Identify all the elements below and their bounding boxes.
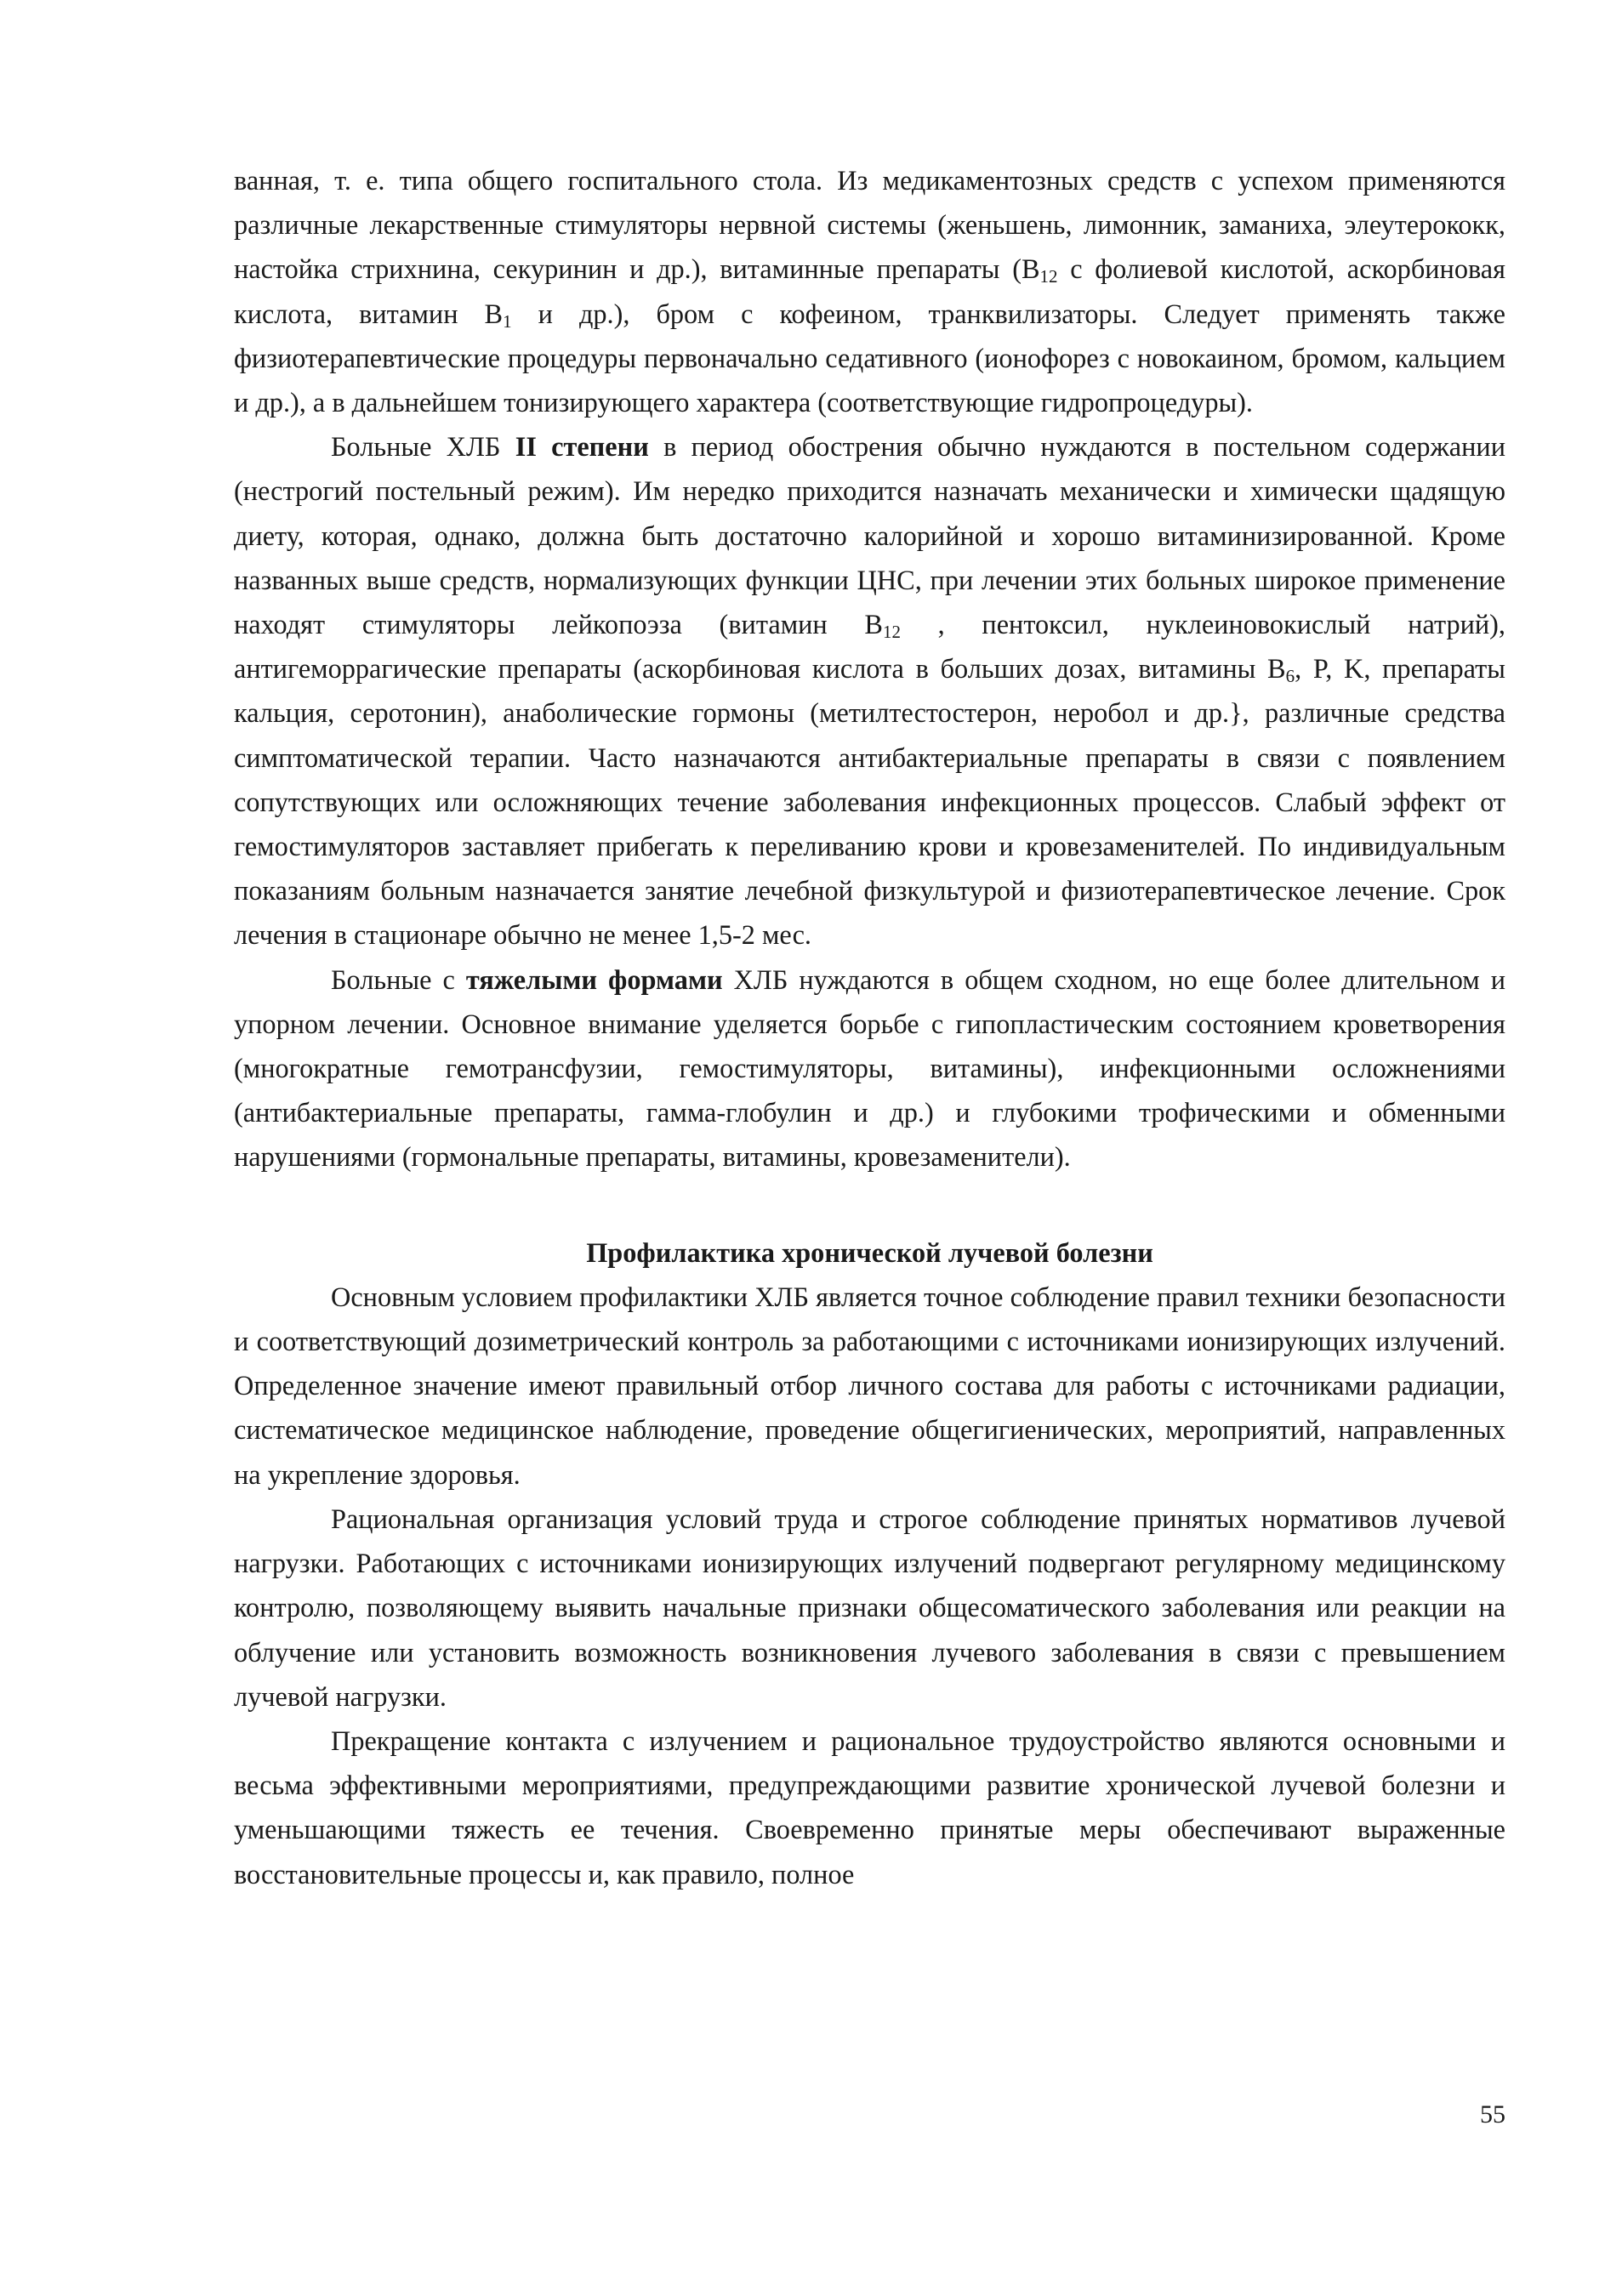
text-run: Больные ХЛБ (331, 431, 515, 463)
text-run: ХЛБ нуждаются в общем сходном, но еще более длительном и упорном лечении. Основное внимание уделяется борьбе с гипопластическим состоянием кроветворения (многократные гемотрансфузии, гемостимуляторы, витамины), инфекционными осложнениями (антибактериальные препараты, гамма-глобулин и др.) и глубокими трофическими и обменными нарушениями (гормональные препараты, витамины, кровезаменители). (234, 963, 1505, 1173)
section-heading: Профилактика хронической лучевой болезни (586, 1236, 1153, 1268)
text-run: Больные с (331, 963, 466, 995)
text-run: , пентоксил, нуклеиновокислый натрий), антигеморрагические препараты (аскорбиновая кислота в больших дозах, витамины B (234, 609, 1505, 685)
bold-term: II степени (515, 431, 649, 463)
paragraph-prevention-main: Основным условием профилактики ХЛБ является точное соблюдение правил техники безопасности и соответствующий дозиметрический контроль за работающими с источниками ионизирующих излучений. Определенное значение имеют правильный отбор личного состава для работы с источниками радиации, систематическое медицинское наблюдение, проведение общегигиенических, мероприятий, направленных на укрепление здоровья. (234, 1281, 1505, 1490)
subscript: 12 (1039, 266, 1058, 287)
subscript: 1 (503, 310, 512, 332)
paragraph-contact-termination: Прекращение контакта с излучением и рациональное трудоустройство являются основными и весьма эффективными мероприятиями, предупреждающими развитие хронической лучевой болезни и уменьшающими тяжесть ее течения. Своевременно принятые меры обеспечивают выраженные восстановительные процессы и, как правило, полное (234, 1725, 1505, 1890)
page-number: 55 (1480, 2100, 1505, 2128)
subscript: 6 (1285, 666, 1295, 687)
paragraph-severe-forms (234, 958, 1505, 1179)
paragraph-work-organization: Рациональная организация условий труда и строгое соблюдение принятых нормативов лучевой нагрузки. Работающих с источниками ионизирующих излучений подвергают регулярному медицинскому контролю, позволяющему выявить начальные признаки общесоматического заболевания или реакции на облучение или установить возможность возникновения лучевого заболевания в связи с превышением лучевой нагрузки. (234, 1503, 1505, 1712)
text-run: ванная, т. е. типа общего госпитального стола. Из медикаментозных средств с успехом применяются различные лекарственные стимуляторы нервной системы (женьшень, лимонник, заманиха, элеутерококк, настойка стрихнина, секуринин и др.), витаминные препараты (B (234, 165, 1505, 285)
text-run: и др.), бром с кофеином, транквилизаторы. Следует применять также физиотерапевтические процедуры первоначально седативного (ионофорез с новокаином, бромом, кальцием и др.), а в дальнейшем тонизирующего характера (соответствующие гидропроцедуры). (234, 298, 1505, 418)
paragraph-stage-two (234, 424, 1505, 957)
paragraph-treatment-continuation (234, 158, 1505, 424)
text-run: в период обострения обычно нуждаются в постельном содержании (нестрогий постельный режим). Им нередко приходится назначать механически и химически щадящую диету, которая, однако, должна быть достаточно калорийной и хорошо витаминизированной. Кроме названных выше средств, нормализующих функции ЦНС, при лечении этих больных широкое применение находят стимуляторы лейкопоэза (витамин B (234, 431, 1505, 640)
subscript: 12 (882, 622, 901, 643)
text-run: с фолиевой кислотой, аскорбиновая кислота, витамин B (234, 253, 1505, 329)
body-text (234, 158, 1505, 1896)
bold-term: тяжелыми формами (465, 963, 723, 995)
text-run: , P, K, препараты кальция, серотонин), анаболические гормоны (метилтестостерон, неробол и др.}, различные средства симптоматической терапии. Часто назначаются антибактериальные препараты в связи с появлением сопутствующих или осложняющих течение заболевания инфекционных процессов. Слабый эффект от гемостимуляторов заставляет прибегать к переливанию крови и кровезаменителей. По индивидуальным показаниям больным назначается занятие лечебной физкультурой и физиотерапевтическое лечение. Срок лечения в стационаре обычно не менее 1,5-2 мес. (234, 653, 1505, 951)
